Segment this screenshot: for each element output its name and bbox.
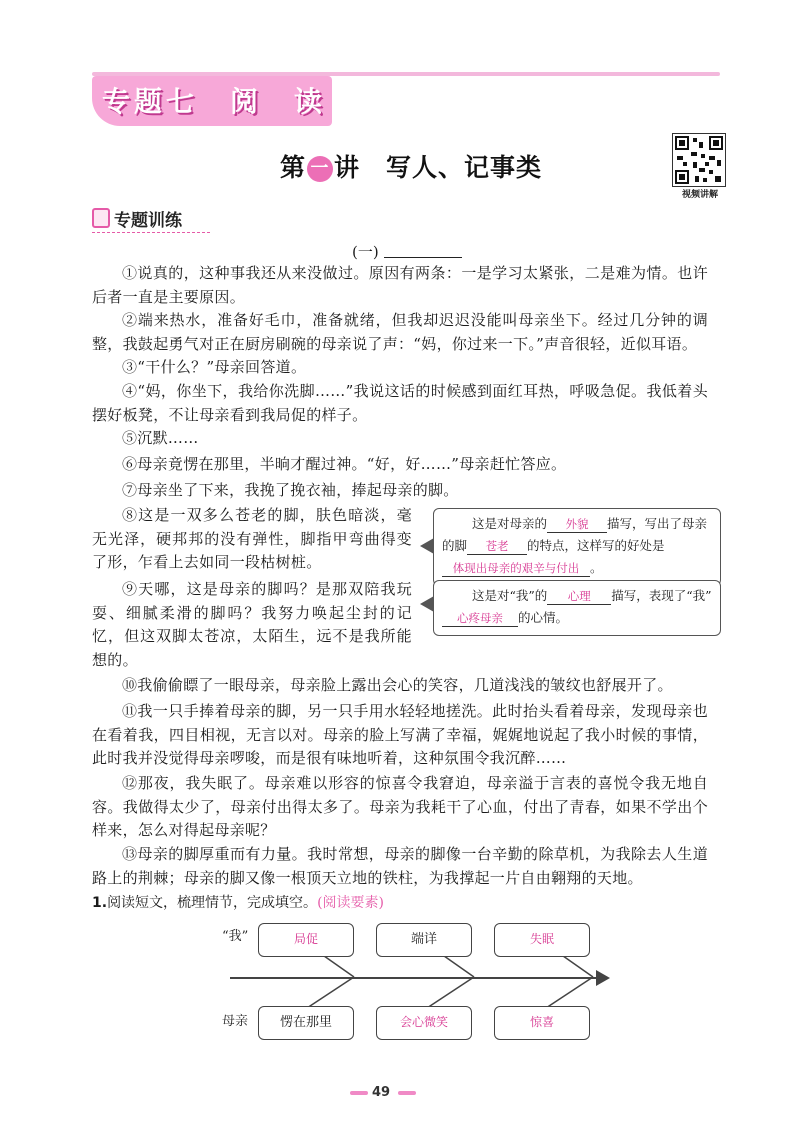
callout-text: 的心情。: [518, 610, 569, 625]
paragraph-13: ⑬母亲的脚厚重而有力量。我时常想，母亲的脚像一台辛勤的除草机，为我除去人生道路上的荆棘；母亲的脚又像一根顶天立地的铁柱，为我撑起一片自由翱翔的天地。: [92, 845, 708, 887]
page-bar-left: [350, 1091, 368, 1095]
question-number: 1.: [92, 895, 108, 911]
answer-blank[interactable]: 心理: [547, 588, 611, 605]
paragraph-11: ⑪我一只手捧着母亲的脚，另一只手用水轻轻地搓洗。此时抬头看着母亲，发现母亲也在看着我，四目相视，无言以对。母亲的脸上写满了幸福，娓娓地说起了我小时候的事情，此时我并没觉得母亲啰唆，而是很有味地听着，这种氛围令我沉醉……: [92, 702, 708, 767]
paragraph-3: ③“干什么？”母亲回答道。: [122, 358, 307, 376]
callout-text: 。: [590, 560, 603, 575]
answer-blank[interactable]: 外貌: [547, 516, 607, 533]
lecture-suffix: 讲 写人、记事类: [334, 153, 543, 182]
box-text: 愣在那里: [279, 1015, 332, 1030]
answer-blank[interactable]: 苍老: [467, 538, 527, 555]
callout-text: 的特点，这样写的好处是: [527, 538, 665, 553]
passage-subtitle: (一): [352, 243, 379, 261]
box-text: 端详: [410, 932, 437, 947]
answer-blank[interactable]: 心疼母亲: [442, 610, 518, 627]
mother-box-3[interactable]: [494, 1006, 590, 1040]
lecture-prefix: 第: [280, 153, 307, 182]
paragraph-7: ⑦母亲坐了下来，我挽了挽衣袖，捧起母亲的脚。: [122, 481, 459, 499]
callout-text: 描写，表现了“我”: [611, 588, 712, 603]
timeline-axis: [230, 977, 600, 979]
callout-text: 这是对“我”的: [472, 588, 548, 603]
paragraph-1: ①说真的，这种事我还从来没做过。原因有两条：一是学习太紧张，二是难为情。也许后者一直是主要原因。: [92, 264, 708, 306]
paragraph-10: ⑩我偷偷瞟了一眼母亲，母亲脸上露出会心的笑容，几道浅浅的皱纹也舒展开了。: [122, 676, 673, 694]
qr-label: 视频讲解: [681, 190, 718, 200]
me-box-2[interactable]: [376, 923, 472, 957]
topic-title: 专题七 阅 读: [102, 85, 327, 118]
section-title: 专题训练: [114, 211, 182, 231]
row-label-mother: 母亲: [222, 1014, 249, 1029]
axis-arrow-icon: [596, 970, 610, 986]
page-number: 49: [372, 1085, 391, 1100]
lecture-number: 一: [307, 156, 333, 182]
question-text: 阅读短文，梳理情节，完成填空。: [107, 895, 318, 911]
paragraph-6: ⑥母亲竟愣在那里，半晌才醒过神。“好，好……”母亲赶忙答应。: [122, 455, 567, 473]
mother-box-1[interactable]: [258, 1006, 354, 1040]
page-bar-right: [398, 1091, 416, 1095]
box-answer: 惊喜: [529, 1015, 554, 1029]
box-answer: 会心微笑: [399, 1015, 448, 1029]
me-box-3[interactable]: [494, 923, 590, 957]
box-answer: 失眠: [529, 932, 554, 946]
callout-text: 描写，写出了母亲的脚: [442, 516, 708, 553]
box-answer: 局促: [293, 932, 318, 946]
paragraph-12: ⑫那夜，我失眠了。母亲难以形容的惊喜令我窘迫，母亲溢于言表的喜悦令我无地自容。我做得太少了，母亲付出得太多了。母亲为我耗干了心血，付出了青春，如果不学出个样来，怎么对得起母亲呢？: [92, 774, 708, 839]
paragraph-5: ⑤沉默……: [122, 429, 199, 447]
row-label-me: “我”: [222, 929, 249, 944]
mother-box-2[interactable]: [376, 1006, 472, 1040]
paragraph-2: ②端来热水，准备好毛巾，准备就绪，但我却迟迟没能叫母亲坐下。经过几分钟的调整，我鼓起勇气对正在厨房刷碗的母亲说了声：“妈，你过来一下。”声音很轻，近似耳语。: [92, 311, 708, 353]
paragraph-8: ⑧这是一双多么苍老的脚，肤色暗淡，毫无光泽，硬邦邦的没有弹性，脚指甲弯曲得变了形，乍看上去如同一段枯树桩。: [92, 506, 412, 571]
paragraph-9: ⑨天哪，这是母亲的脚吗？是那双陪我玩耍、细腻柔滑的脚吗？我努力唤起尘封的记忆，但这双脚太苍凉，太陌生，远不是我所能想的。: [92, 580, 412, 669]
paragraph-4: ④“妈，你坐下，我给你洗脚……”我说这话的时候感到面红耳热，呼吸急促。我低着头摆好板凳，不让母亲看到我局促的样子。: [92, 382, 708, 424]
me-box-1[interactable]: [258, 923, 354, 957]
answer-blank[interactable]: 体现出母亲的艰辛与付出: [442, 560, 590, 577]
question-tag: (阅读要素): [317, 895, 384, 911]
callout-text: 这是对母亲的: [472, 516, 548, 531]
